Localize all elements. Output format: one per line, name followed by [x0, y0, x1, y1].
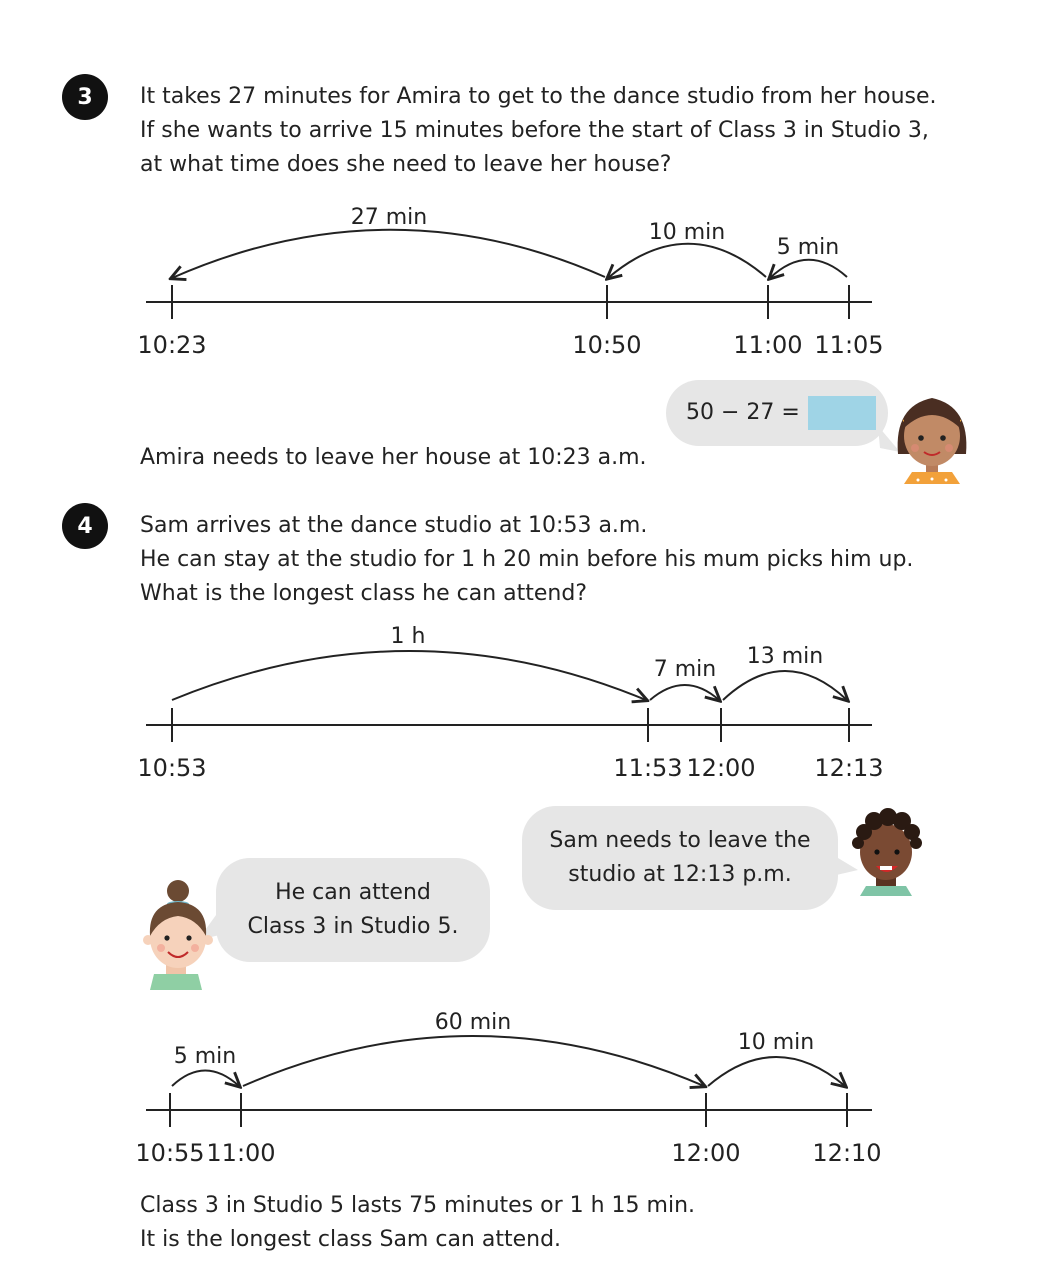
timeline-q4-b [0, 1000, 1040, 1180]
time-label: 12:00 [686, 754, 756, 782]
question-3-line-1: It takes 27 minutes for Amira to get to the dance studio from her house. [140, 84, 937, 109]
jump-label: 27 min [350, 205, 428, 230]
timeline-q4-a [0, 612, 1040, 792]
bubble-line: He can attend [275, 880, 431, 905]
sam-avatar [850, 806, 924, 898]
timeline-q3 [0, 190, 1040, 370]
question-number-badge: 3 [62, 74, 108, 120]
time-label: 10:55 [135, 1139, 205, 1167]
bubble-line: studio at 12:13 p.m. [568, 862, 792, 887]
jump-arrow-60min [243, 1036, 704, 1086]
time-label: 12:13 [814, 754, 884, 782]
question-4-line-2: He can stay at the studio for 1 h 20 min before his mum picks him up. [140, 547, 914, 572]
answer-text-q4 [140, 1189, 695, 1257]
speech-bubble-sam [522, 806, 838, 910]
jump-arrow-5min [172, 1071, 239, 1087]
time-label: 10:50 [572, 331, 642, 359]
answer-line: Class 3 in Studio 5 lasts 75 minutes or 1 h 15 min. [140, 1193, 696, 1218]
time-label: 12:10 [812, 1139, 882, 1167]
jump-arrow-27min [172, 230, 605, 278]
jump-arrow-10min [608, 244, 766, 278]
time-label: 10:53 [137, 754, 207, 782]
speech-bubble-amira [666, 380, 888, 446]
jump-arrow-13min [723, 671, 847, 700]
amira-avatar [890, 388, 974, 484]
answer-line: It is the longest class Sam can attend. [140, 1227, 562, 1252]
jump-arrow-10min [708, 1057, 845, 1086]
question-3-text [140, 80, 937, 182]
jump-label: 10 min [737, 1030, 815, 1055]
jump-label: 13 min [746, 644, 824, 669]
jump-arrow-5min [770, 260, 847, 278]
time-label: 12:00 [671, 1139, 741, 1167]
bubble-line: Class 3 in Studio 5. [247, 914, 459, 939]
jump-label: 7 min [653, 657, 717, 682]
jump-arrow-7min [650, 685, 719, 700]
speech-bubble-girl [216, 858, 490, 962]
question-4-line-1: Sam arrives at the dance studio at 10:53 a.m. [140, 513, 648, 538]
girl-avatar [140, 878, 214, 992]
time-label: 11:53 [613, 754, 683, 782]
answer-box[interactable] [808, 396, 876, 430]
jump-label: 60 min [434, 1010, 512, 1035]
question-3-line-3: at what time does she need to leave her house? [140, 152, 672, 177]
answer-text-q3: Amira needs to leave her house at 10:23 a.m. [140, 445, 647, 470]
time-label: 11:05 [814, 331, 884, 359]
question-4-line-3: What is the longest class he can attend? [140, 581, 588, 606]
time-label: 11:00 [206, 1139, 276, 1167]
question-3-line-2: If she wants to arrive 15 minutes before the start of Class 3 in Studio 3, [140, 118, 929, 143]
jump-label: 5 min [776, 235, 840, 260]
bubble-line: Sam needs to leave the [549, 828, 811, 853]
jump-label: 10 min [648, 220, 726, 245]
jump-label: 5 min [173, 1044, 237, 1069]
question-number-badge: 4 [62, 503, 108, 549]
jump-label: 1 h [390, 624, 426, 649]
jump-arrow-1h [172, 651, 646, 700]
time-label: 10:23 [137, 331, 207, 359]
time-label: 11:00 [733, 331, 803, 359]
calculation-text: 50 − 27 = [686, 400, 800, 425]
question-4-text [140, 509, 913, 611]
